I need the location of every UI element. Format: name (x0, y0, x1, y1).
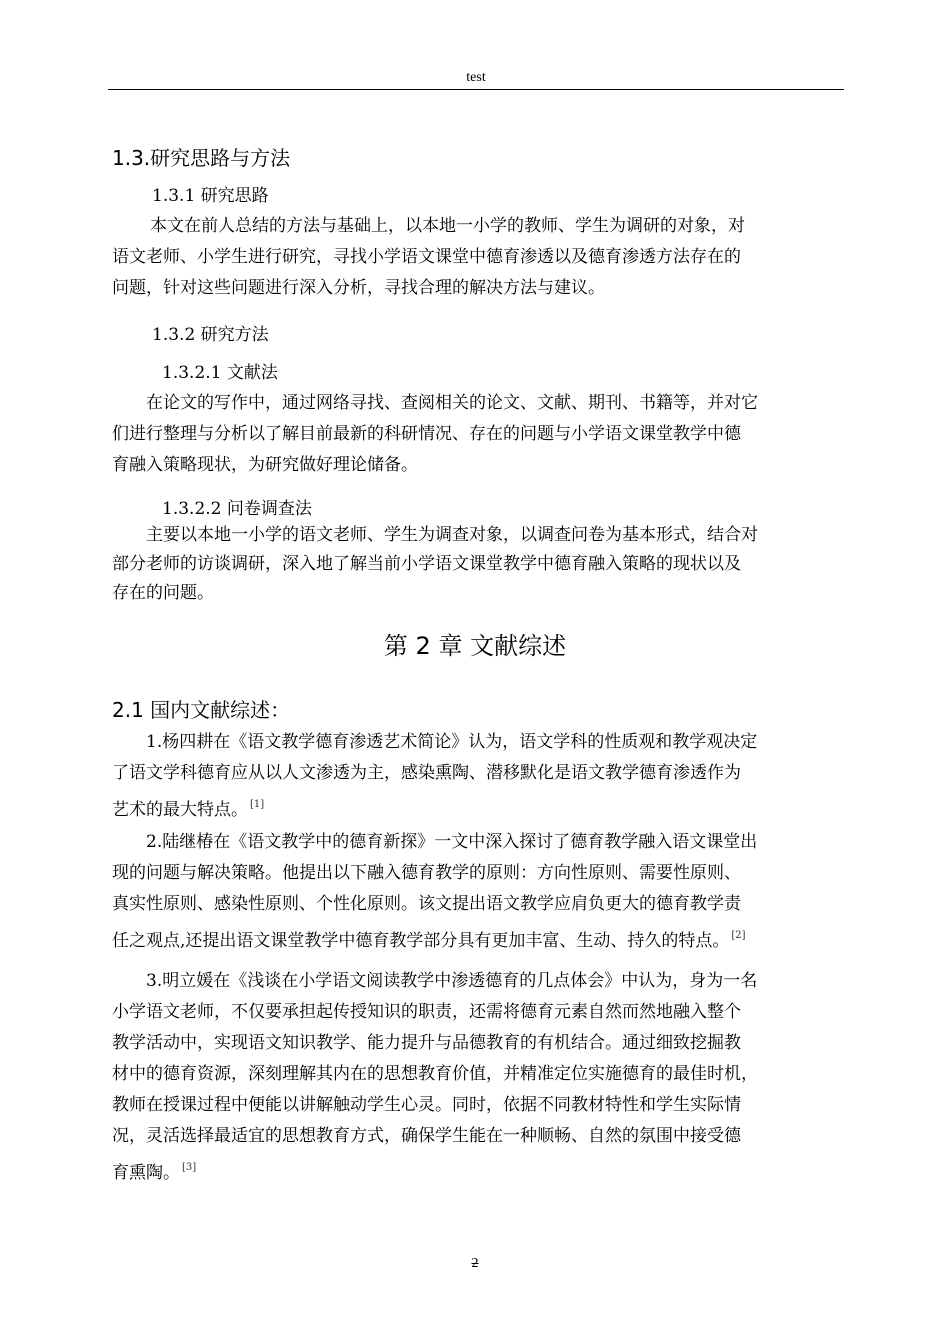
paragraph-line: 况，灵活选择最适宜的思想教育方式，确保学生能在一种顺畅、自然的氛围中接受德 (112, 1126, 741, 1146)
paragraph-research-approach (112, 211, 840, 304)
section-heading-1-3: 1.3.研究思路与方法 (112, 146, 291, 170)
section-heading-2-1: 2.1 国内文献综述： (112, 698, 291, 722)
citation-ref[interactable]: [2] (731, 930, 746, 941)
paragraph-literature-method (112, 388, 840, 481)
paragraph-line: 小学语文老师，不仅要承担起传授知识的职责，还需将德育元素自然而然地融入整个 (112, 1002, 741, 1022)
page-number: 2 (471, 1256, 479, 1271)
subsection-heading-1-3-2-1: 1.3.2.1 文献法 (162, 363, 278, 383)
paragraph-line: 主要以本地一小学的语文老师、学生为调查对象，以调查问卷为基本形式，结合对 (146, 525, 758, 545)
paragraph-text: 育熏陶。 (112, 1163, 180, 1183)
paragraph-line: 们进行整理与分析以了解目前最新的科研情况、存在的问题与小学语文课堂教学中德 (112, 424, 741, 444)
paragraph-line: 在论文的写作中，通过网络寻找、查阅相关的论文、文献、期刊、书籍等，并对它 (146, 393, 758, 413)
paragraph-line: 问题，针对这些问题进行深入分析，寻找合理的解决方法与建议。 (112, 278, 605, 298)
subsection-heading-1-3-1: 1.3.1 研究思路 (152, 186, 269, 206)
review-item-1 (112, 727, 840, 826)
paragraph-line: 现的问题与解决策略。他提出以下融入德育教学的原则：方向性原则、需要性原则、 (112, 863, 741, 883)
paragraph-line: 存在的问题。 (112, 583, 214, 603)
header-rule (108, 89, 844, 90)
citation-ref[interactable]: [1] (250, 799, 265, 810)
paragraph-survey-method (112, 521, 840, 608)
page-header: test (466, 70, 486, 85)
paragraph-line: 本文在前人总结的方法与基础上，以本地一小学的教师、学生为调研的对象，对 (150, 216, 745, 236)
paragraph-line: 教学活动中，实现语文知识教学、能力提升与品德教育的有机结合。通过细致挖掘教 (112, 1033, 741, 1053)
paragraph-line: 教师在授课过程中便能以讲解触动学生心灵。同时，依据不同教材特性和学生实际情 (112, 1095, 741, 1115)
paragraph-line: 语文老师、小学生进行研究，寻找小学语文课堂中德育渗透以及德育渗透方法存在的 (112, 247, 741, 267)
subsection-heading-1-3-2-2: 1.3.2.2 问卷调查法 (162, 499, 312, 519)
paragraph-line: 1.杨四耕在《语文教学德育渗透艺术简论》认为，语文学科的性质观和教学观决定 (146, 732, 758, 752)
paragraph-line: 材中的德育资源，深刻理解其内在的思想教育价值，并精准定位实施德育的最佳时机， (112, 1064, 758, 1084)
paragraph-line: 部分老师的访谈调研，深入地了解当前小学语文课堂教学中德育融入策略的现状以及 (112, 554, 741, 574)
paragraph-text: 艺术的最大特点。 (112, 800, 248, 820)
chapter-title: 第 2 章 文献综述 (383, 632, 567, 660)
review-item-2 (112, 827, 840, 957)
paragraph-line: 了语文学科德育应从以人文渗透为主，感染熏陶、潜移默化是语文教学德育渗透作为 (112, 763, 741, 783)
subsection-heading-1-3-2: 1.3.2 研究方法 (152, 325, 269, 345)
paragraph-line: 3.明立媛在《浅谈在小学语文阅读教学中渗透德育的几点体会》中认为，身为一名 (146, 971, 758, 991)
paragraph-line (112, 920, 840, 957)
paragraph-text: 任之观点,还提出语文课堂教学中德育教学部分具有更加丰富、生动、持久的特点。 (112, 931, 730, 951)
paragraph-line: 2.陆继椿在《语文教学中的德育新探》一文中深入探讨了德育教学融入语文课堂出 (146, 832, 758, 852)
citation-ref[interactable]: [3] (182, 1162, 197, 1173)
review-item-3 (112, 966, 840, 1189)
paragraph-line (112, 789, 840, 826)
paragraph-line (112, 1152, 840, 1189)
paragraph-line: 真实性原则、感染性原则、个性化原则。该文提出语文教学应肩负更大的德育教学责 (112, 894, 741, 914)
paragraph-line: 育融入策略现状，为研究做好理论储备。 (112, 455, 418, 475)
